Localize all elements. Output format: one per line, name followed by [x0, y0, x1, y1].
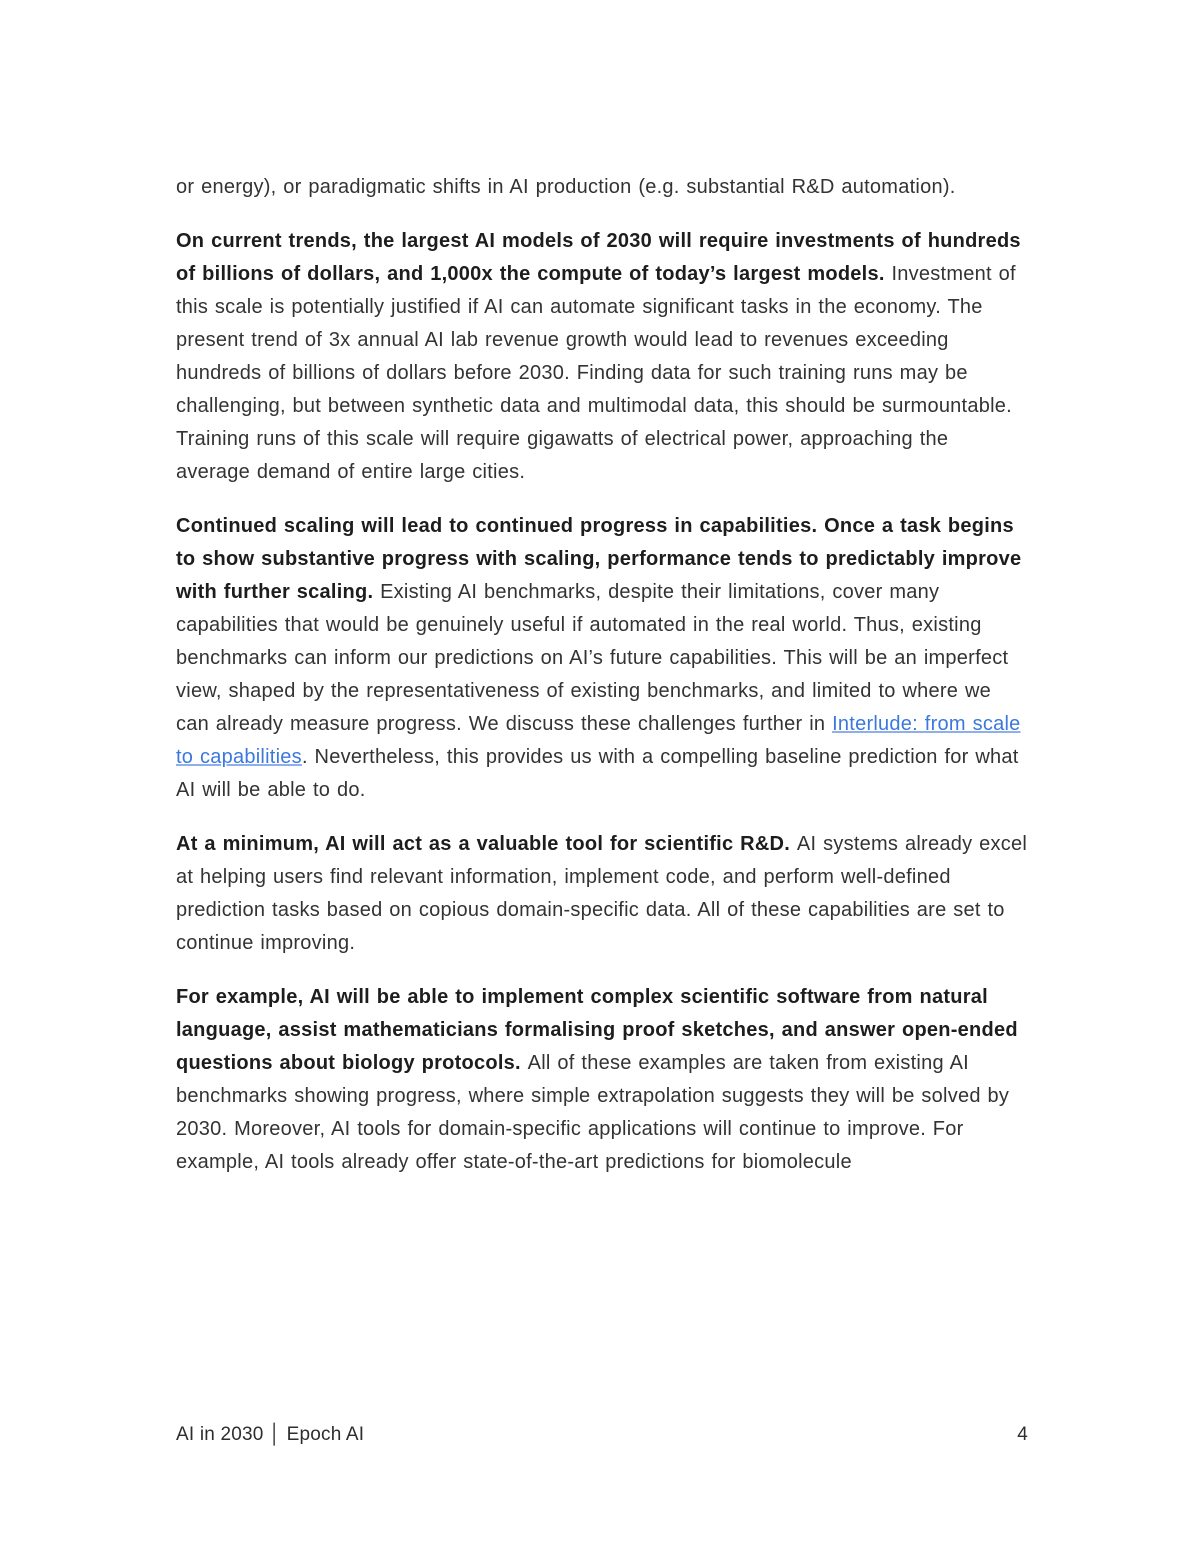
paragraph-text: AI systems already excel at helping users find relevant information, implement code, and perform well-defined prediction tasks based on copious domain-specific data. All of these capabilities are set to continue improving. [176, 833, 1028, 954]
paragraph-lead-bold: On current trends, the largest AI models of 2030 will require investments of hundreds of billions of dollars, and 1,000x the compute of today’s largest models. [176, 230, 1021, 285]
footer-page-number: 4 [1017, 1424, 1028, 1445]
paragraph [176, 981, 1028, 1179]
paragraph-text: Existing AI benchmarks, despite their limitations, cover many capabilities that would be genuinely useful if automated in the real world. Thus, existing benchmarks can inform our predictions on AI’s future capabilities. This will be an imperfect view, shaped by the representativeness of existing benchmarks, and limited to where we can already measure progress. We discuss these challenges further in [176, 581, 1009, 735]
document-footer [176, 1422, 1028, 1448]
paragraph-lead-bold: At a minimum, AI will act as a valuable tool for scientific R&D. [176, 833, 797, 855]
paragraph [176, 171, 1028, 204]
paragraph-text: . Nevertheless, this provides us with a compelling baseline prediction for what AI will be able to do. [176, 746, 1019, 801]
paragraph [176, 225, 1028, 489]
paragraphs [176, 171, 1028, 1179]
page-content [176, 171, 1028, 1200]
paragraph-text: or energy), or paradigmatic shifts in AI production (e.g. substantial R&D automation). [176, 176, 956, 198]
paragraph-lead-bold: Continued scaling will lead to continued progress in capabilities. Once a task begins to show substantive progress with scaling, performance tends to predictably improve with further scaling. [176, 515, 1022, 603]
footer-title: AI in 2030 │ Epoch AI [176, 1424, 365, 1445]
paragraph-text: All of these examples are taken from existing AI benchmarks showing progress, where simple extrapolation suggests they will be solved by 2030. Moreover, AI tools for domain-specific applications will continue to improve. For example, AI tools already offer state-of-the-art predictions for biomolecule [176, 1052, 1010, 1173]
paragraph-text: Investment of this scale is potentially justified if AI can automate significant tasks in the economy. The present trend of 3x annual AI lab revenue growth would lead to revenues exceeding hundreds of billions of dollars before 2030. Finding data for such training runs may be challenging, but between synthetic data and multimodal data, this should be surmountable. Training runs of this scale will require gigawatts of electrical power, approaching the average demand of entire large cities. [176, 263, 1016, 483]
paragraph [176, 510, 1028, 807]
paragraph [176, 828, 1028, 960]
paragraph-lead-bold: For example, AI will be able to implement complex scientific software from natural language, assist mathematicians formalising proof sketches, and answer open-ended questions about biology protocols. [176, 986, 1018, 1074]
interlude-link[interactable]: Interlude: from scale to capabilities [176, 713, 1021, 768]
